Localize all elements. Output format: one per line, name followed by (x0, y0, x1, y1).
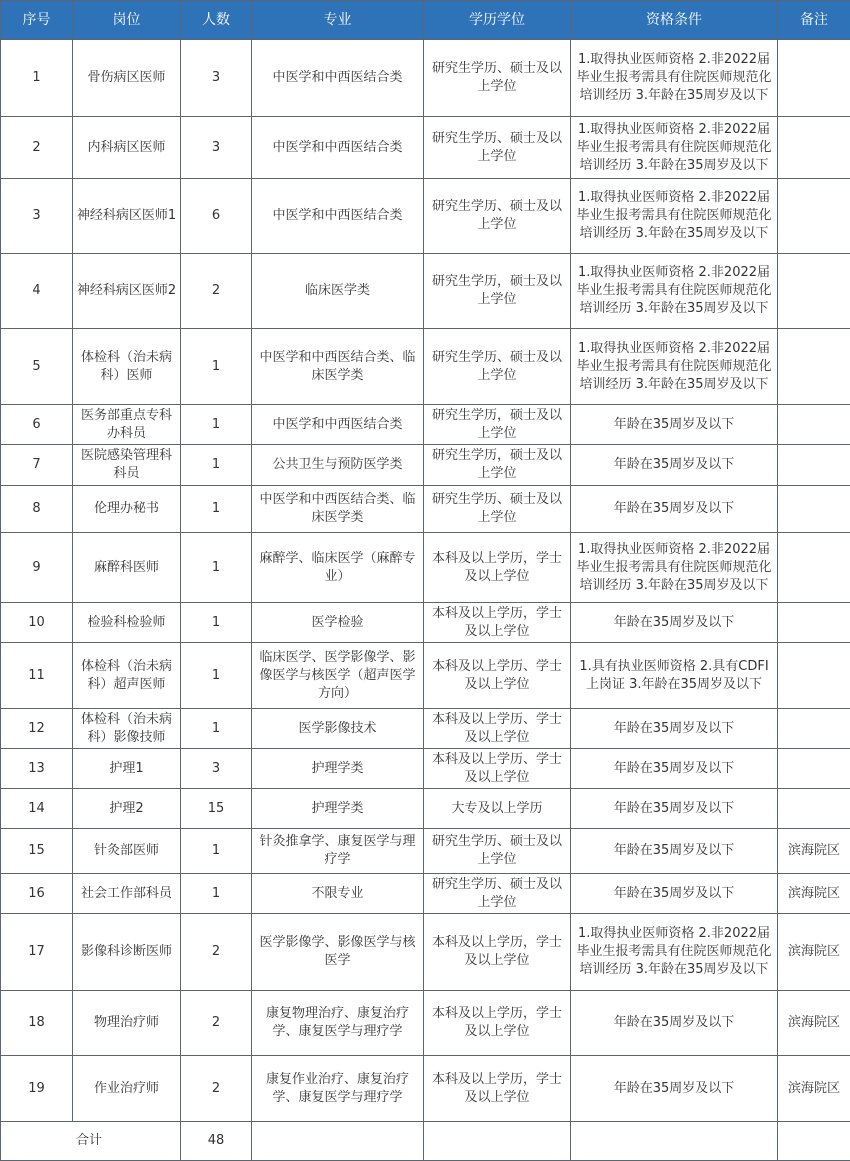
header-note: 备注 (778, 1, 850, 40)
qualification-cell: 年龄在35周岁及以下 (571, 874, 778, 914)
table-row (1, 533, 850, 603)
table-row (1, 486, 850, 533)
no-cell: 18 (1, 991, 73, 1056)
no-cell: 4 (1, 254, 73, 329)
table-row (1, 829, 850, 874)
qualification-cell: 年龄在35周岁及以下 (571, 603, 778, 643)
table-body (1, 40, 850, 1122)
note-cell (778, 254, 850, 329)
no-cell: 12 (1, 709, 73, 749)
degree-cell: 大专及以上学历 (424, 789, 571, 829)
qualification-cell: 1.取得执业医师资格 2.非2022届毕业生报考需具有住院医师规范化培训经历 3.年龄在35周岁及以下 (571, 329, 778, 405)
major-cell: 不限专业 (252, 874, 424, 914)
major-cell: 临床医学类 (252, 254, 424, 329)
note-cell: 滨海院区 (778, 1056, 850, 1122)
no-cell: 9 (1, 533, 73, 603)
major-cell: 麻醉学、临床医学（麻醉专业） (252, 533, 424, 603)
count-cell: 3 (181, 749, 252, 789)
no-cell: 15 (1, 829, 73, 874)
major-cell: 医学影像技术 (252, 709, 424, 749)
major-cell: 护理学类 (252, 789, 424, 829)
count-cell: 1 (181, 709, 252, 749)
qualification-cell: 1.取得执业医师资格 2.非2022届毕业生报考需具有住院医师规范化培训经历 3.年龄在35周岁及以下 (571, 179, 778, 254)
degree-cell: 研究生学历、硕士及以上学位 (424, 874, 571, 914)
note-cell (778, 749, 850, 789)
table-row (1, 445, 850, 486)
no-cell: 8 (1, 486, 73, 533)
total-count: 48 (181, 1122, 252, 1161)
table-row (1, 991, 850, 1056)
note-cell (778, 486, 850, 533)
degree-cell: 本科及以上学历，学士及以上学位 (424, 1056, 571, 1122)
major-cell: 护理学类 (252, 749, 424, 789)
major-cell: 医学影像学、影像医学与核医学 (252, 914, 424, 991)
post-cell: 体检科（治未病科）影像技师 (73, 709, 181, 749)
table-row (1, 117, 850, 179)
note-cell (778, 179, 850, 254)
qualification-cell: 1.取得执业医师资格 2.非2022届毕业生报考需具有住院医师规范化培训经历 3.年龄在35周岁及以下 (571, 254, 778, 329)
note-cell (778, 643, 850, 709)
post-cell: 医院感染管理科科员 (73, 445, 181, 486)
no-cell: 1 (1, 40, 73, 117)
qualification-cell: 年龄在35周岁及以下 (571, 1056, 778, 1122)
note-cell (778, 40, 850, 117)
qualification-cell: 年龄在35周岁及以下 (571, 709, 778, 749)
count-cell: 2 (181, 1056, 252, 1122)
major-cell: 中医学和中西医结合类 (252, 179, 424, 254)
degree-cell: 研究生学历，硕士及以上学位 (424, 405, 571, 445)
qualification-cell: 1.具有执业医师资格 2.具有CDFI上岗证 3.年龄在35周岁及以下 (571, 643, 778, 709)
header-major: 专业 (252, 1, 424, 40)
degree-cell: 研究生学历、硕士及以上学位 (424, 329, 571, 405)
no-cell: 16 (1, 874, 73, 914)
degree-cell: 本科及以上学历，学士及以上学位 (424, 603, 571, 643)
header-no: 序号 (1, 1, 73, 40)
count-cell: 1 (181, 829, 252, 874)
table-row (1, 789, 850, 829)
no-cell: 2 (1, 117, 73, 179)
major-cell: 公共卫生与预防医学类 (252, 445, 424, 486)
count-cell: 1 (181, 329, 252, 405)
major-cell: 康复作业治疗、康复治疗学、康复医学与理疗学 (252, 1056, 424, 1122)
count-cell: 1 (181, 533, 252, 603)
table-row (1, 603, 850, 643)
qualification-cell: 年龄在35周岁及以下 (571, 749, 778, 789)
degree-cell: 本科及以上学历，学士及以上学位 (424, 991, 571, 1056)
table-row (1, 1056, 850, 1122)
no-cell: 7 (1, 445, 73, 486)
qualification-cell: 年龄在35周岁及以下 (571, 829, 778, 874)
post-cell: 检验科检验师 (73, 603, 181, 643)
major-cell: 中医学和中西医结合类、临床医学类 (252, 486, 424, 533)
qualification-cell: 年龄在35周岁及以下 (571, 991, 778, 1056)
total-empty-cell (424, 1122, 571, 1161)
major-cell: 中医学和中西医结合类 (252, 405, 424, 445)
total-label: 合计 (1, 1122, 181, 1161)
count-cell: 6 (181, 179, 252, 254)
total-empty-cell (571, 1122, 778, 1161)
post-cell: 医务部重点专科办科员 (73, 405, 181, 445)
table-row (1, 40, 850, 117)
total-row (1, 1122, 850, 1161)
degree-cell: 本科及以上学历、学士及以上学位 (424, 643, 571, 709)
table-row (1, 254, 850, 329)
degree-cell: 研究生学历、硕士及以上学位 (424, 829, 571, 874)
degree-cell: 研究生学历、硕士及以上学位 (424, 486, 571, 533)
post-cell: 骨伤病区医师 (73, 40, 181, 117)
major-cell: 临床医学、医学影像学、影像医学与核医学（超声医学方向） (252, 643, 424, 709)
degree-cell: 研究生学历，硕士及以上学位 (424, 445, 571, 486)
count-cell: 3 (181, 40, 252, 117)
count-cell: 1 (181, 405, 252, 445)
count-cell: 1 (181, 486, 252, 533)
count-cell: 1 (181, 445, 252, 486)
qualification-cell: 年龄在35周岁及以下 (571, 405, 778, 445)
table-row (1, 329, 850, 405)
no-cell: 17 (1, 914, 73, 991)
qualification-cell: 1.取得执业医师资格 2.非2022届毕业生报考需具有住院医师规范化培训经历 3.年龄在35周岁及以下 (571, 40, 778, 117)
post-cell: 内科病区医师 (73, 117, 181, 179)
degree-cell: 本科及以上学历、学士及以上学位 (424, 749, 571, 789)
post-cell: 神经科病区医师2 (73, 254, 181, 329)
qualification-cell: 1.取得执业医师资格 2.非2022届毕业生报考需具有住院医师规范化培训经历 3.年龄在35周岁及以下 (571, 533, 778, 603)
table-row (1, 709, 850, 749)
note-cell (778, 445, 850, 486)
note-cell (778, 533, 850, 603)
note-cell (778, 117, 850, 179)
post-cell: 护理1 (73, 749, 181, 789)
count-cell: 3 (181, 117, 252, 179)
note-cell (778, 603, 850, 643)
qualification-cell: 1.取得执业医师资格 2.非2022届毕业生报考需具有住院医师规范化培训经历 3.年龄在35周岁及以下 (571, 914, 778, 991)
post-cell: 影像科诊断医师 (73, 914, 181, 991)
post-cell: 体检科（治未病科）超声医师 (73, 643, 181, 709)
post-cell: 伦理办秘书 (73, 486, 181, 533)
note-cell (778, 709, 850, 749)
table-row (1, 874, 850, 914)
qualification-cell: 年龄在35周岁及以下 (571, 486, 778, 533)
qualification-cell: 年龄在35周岁及以下 (571, 789, 778, 829)
count-cell: 1 (181, 643, 252, 709)
degree-cell: 研究生学历、硕士及以上学位 (424, 117, 571, 179)
total-empty-cell (778, 1122, 850, 1161)
post-cell: 针灸部医师 (73, 829, 181, 874)
header-qualification: 资格条件 (571, 1, 778, 40)
degree-cell: 本科及以上学历，学士及以上学位 (424, 533, 571, 603)
note-cell (778, 329, 850, 405)
header-degree: 学历学位 (424, 1, 571, 40)
table-row (1, 749, 850, 789)
note-cell: 滨海院区 (778, 829, 850, 874)
count-cell: 1 (181, 603, 252, 643)
table-row (1, 405, 850, 445)
degree-cell: 研究生学历，硕士及以上学位 (424, 254, 571, 329)
no-cell: 11 (1, 643, 73, 709)
post-cell: 物理治疗师 (73, 991, 181, 1056)
count-cell: 2 (181, 254, 252, 329)
degree-cell: 本科及以上学历、学士及以上学位 (424, 709, 571, 749)
no-cell: 6 (1, 405, 73, 445)
post-cell: 社会工作部科员 (73, 874, 181, 914)
no-cell: 5 (1, 329, 73, 405)
note-cell: 滨海院区 (778, 914, 850, 991)
table-row (1, 179, 850, 254)
degree-cell: 本科及以上学历，学士及以上学位 (424, 914, 571, 991)
major-cell: 中医学和中西医结合类 (252, 40, 424, 117)
table-row (1, 643, 850, 709)
header-post: 岗位 (73, 1, 181, 40)
degree-cell: 研究生学历、硕士及以上学位 (424, 179, 571, 254)
note-cell (778, 789, 850, 829)
count-cell: 15 (181, 789, 252, 829)
qualification-cell: 1.取得执业医师资格 2.非2022届毕业生报考需具有住院医师规范化培训经历 3.年龄在35周岁及以下 (571, 117, 778, 179)
major-cell: 医学检验 (252, 603, 424, 643)
no-cell: 10 (1, 603, 73, 643)
count-cell: 2 (181, 914, 252, 991)
post-cell: 作业治疗师 (73, 1056, 181, 1122)
no-cell: 13 (1, 749, 73, 789)
major-cell: 中医学和中西医结合类 (252, 117, 424, 179)
major-cell: 针灸推拿学、康复医学与理疗学 (252, 829, 424, 874)
total-empty-cell (252, 1122, 424, 1161)
no-cell: 14 (1, 789, 73, 829)
post-cell: 体检科（治未病科）医师 (73, 329, 181, 405)
no-cell: 3 (1, 179, 73, 254)
major-cell: 康复物理治疗、康复治疗学、康复医学与理疗学 (252, 991, 424, 1056)
major-cell: 中医学和中西医结合类、临床医学类 (252, 329, 424, 405)
post-cell: 护理2 (73, 789, 181, 829)
note-cell: 滨海院区 (778, 874, 850, 914)
qualification-cell: 年龄在35周岁及以下 (571, 445, 778, 486)
count-cell: 2 (181, 991, 252, 1056)
count-cell: 1 (181, 874, 252, 914)
header-row (1, 1, 850, 40)
header-count: 人数 (181, 1, 252, 40)
post-cell: 麻醉科医师 (73, 533, 181, 603)
table-row (1, 914, 850, 991)
note-cell (778, 405, 850, 445)
degree-cell: 研究生学历、硕士及以上学位 (424, 40, 571, 117)
no-cell: 19 (1, 1056, 73, 1122)
post-cell: 神经科病区医师1 (73, 179, 181, 254)
note-cell: 滨海院区 (778, 991, 850, 1056)
